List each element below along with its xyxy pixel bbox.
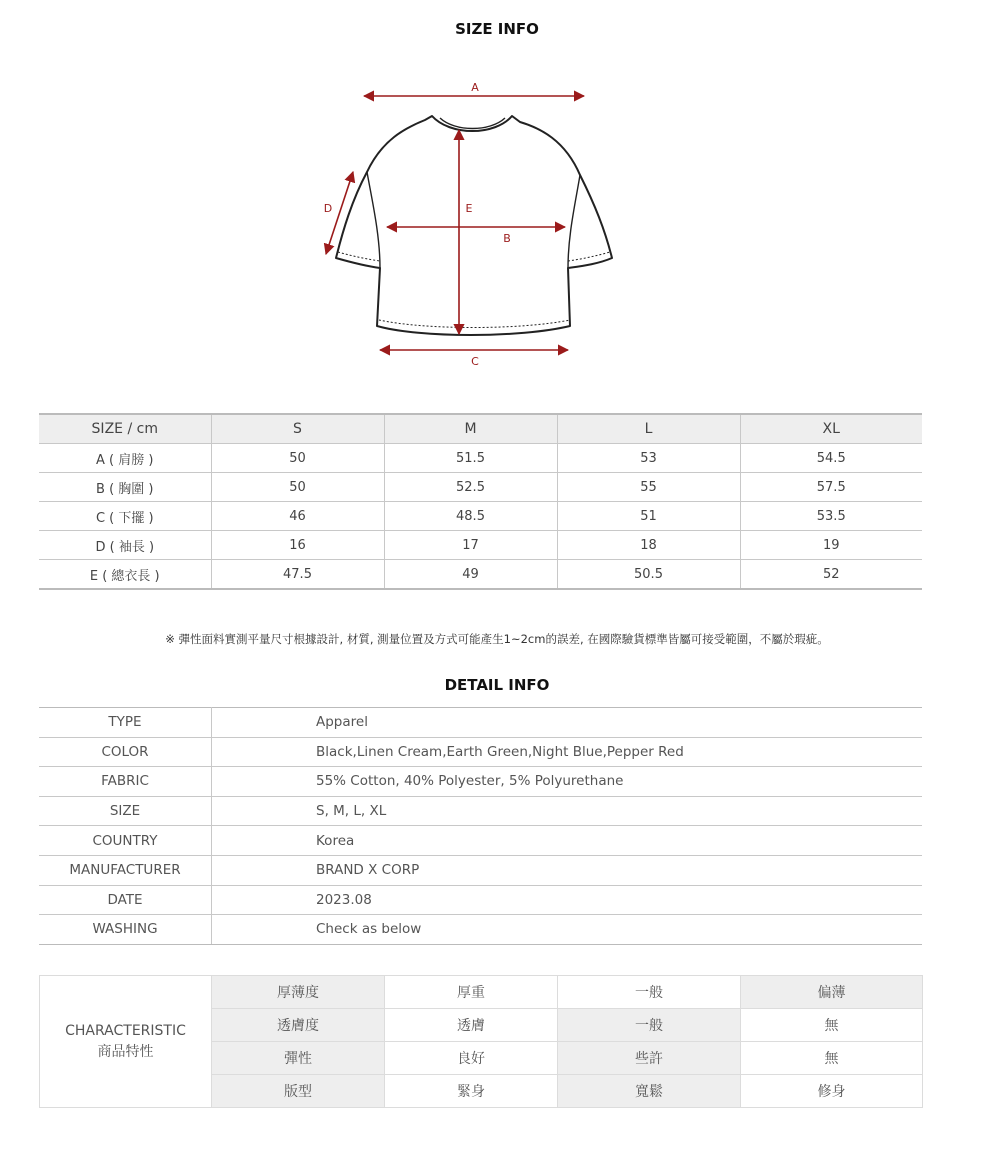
detail-value: 55% Cotton, 40% Polyester, 5% Polyurethane (212, 767, 923, 797)
table-cell: 48.5 (384, 502, 557, 531)
table-cell: 57.5 (740, 473, 922, 502)
detail-value: Black,Linen Cream,Earth Green,Night Blue,Pepper Red (212, 737, 923, 767)
table-cell: 51.5 (384, 444, 557, 473)
detail-label: SIZE (39, 796, 212, 826)
detail-row (39, 767, 922, 797)
detail-row (39, 855, 922, 885)
table-cell: 49 (384, 560, 557, 590)
table-cell: A ( 肩膀 ) (39, 444, 211, 473)
characteristic-cell: 一般 (558, 976, 741, 1009)
characteristic-cell: 無 (741, 1009, 923, 1042)
detail-info-heading: DETAIL INFO (444, 676, 550, 694)
characteristic-cell: 版型 (212, 1075, 385, 1108)
table-cell: 17 (384, 531, 557, 560)
size-header-cell: S (211, 414, 384, 444)
characteristic-cell: 彈性 (212, 1042, 385, 1075)
characteristic-cell: 透膚度 (212, 1009, 385, 1042)
label-b: B (503, 232, 511, 245)
table-cell: D ( 袖長 ) (39, 531, 211, 560)
detail-row (39, 737, 922, 767)
table-cell: 54.5 (740, 444, 922, 473)
table-row (39, 560, 922, 590)
characteristic-cell: 厚重 (385, 976, 558, 1009)
detail-row (39, 826, 922, 856)
detail-value: Korea (212, 826, 923, 856)
table-cell: 53 (557, 444, 740, 473)
detail-label: MANUFACTURER (39, 855, 212, 885)
characteristic-cell: 偏薄 (741, 976, 923, 1009)
detail-label: DATE (39, 885, 212, 915)
table-row (39, 502, 922, 531)
table-cell: 19 (740, 531, 922, 560)
characteristic-cell: 透膚 (385, 1009, 558, 1042)
label-c: C (471, 355, 479, 368)
size-header-cell: SIZE / cm (39, 414, 211, 444)
detail-value: S, M, L, XL (212, 796, 923, 826)
table-cell: E ( 總衣長 ) (39, 560, 211, 590)
characteristic-cell: 寬鬆 (558, 1075, 741, 1108)
table-cell: 47.5 (211, 560, 384, 590)
detail-value: 2023.08 (212, 885, 923, 915)
detail-label: FABRIC (39, 767, 212, 797)
table-cell: 50.5 (557, 560, 740, 590)
characteristic-cell: 些許 (558, 1042, 741, 1075)
detail-value: Check as below (212, 915, 923, 945)
table-row (39, 531, 922, 560)
size-table (39, 413, 922, 590)
characteristic-cell: 無 (741, 1042, 923, 1075)
tshirt-outline-icon (336, 116, 612, 335)
detail-label: TYPE (39, 708, 212, 738)
characteristic-cell: 良好 (385, 1042, 558, 1075)
table-cell: 55 (557, 473, 740, 502)
detail-row (39, 915, 922, 945)
detail-row (39, 885, 922, 915)
measurement-note: ※ 彈性面料實測平量尺寸根據設計, 材質, 測量位置及方式可能產生1~2cm的誤差, 在國際驗貨標準皆屬可接受範圍，不屬於瑕疵。 (165, 632, 829, 646)
characteristic-row (40, 976, 923, 1009)
detail-value: BRAND X CORP (212, 855, 923, 885)
characteristic-table (39, 975, 923, 1108)
size-info-heading: SIZE INFO (455, 20, 539, 38)
table-row (39, 473, 922, 502)
detail-label: COUNTRY (39, 826, 212, 856)
table-cell: 52 (740, 560, 922, 590)
size-header-cell: XL (740, 414, 922, 444)
table-cell: 46 (211, 502, 384, 531)
detail-value: Apparel (212, 708, 923, 738)
size-table-header (39, 414, 922, 444)
table-cell: C ( 下擺 ) (39, 502, 211, 531)
characteristic-cell: 一般 (558, 1009, 741, 1042)
detail-row (39, 796, 922, 826)
characteristic-cell: 厚薄度 (212, 976, 385, 1009)
characteristic-cell: 修身 (741, 1075, 923, 1108)
size-header-cell: M (384, 414, 557, 444)
table-cell: 16 (211, 531, 384, 560)
label-e: E (465, 202, 473, 215)
table-cell: 51 (557, 502, 740, 531)
table-cell: 50 (211, 444, 384, 473)
size-header-cell: L (557, 414, 740, 444)
characteristic-cell: 緊身 (385, 1075, 558, 1108)
characteristic-label-en: CHARACTERISTIC (65, 1022, 186, 1039)
table-cell: 50 (211, 473, 384, 502)
table-cell: 53.5 (740, 502, 922, 531)
table-row (39, 444, 922, 473)
characteristic-label-zh: 商品特性 (97, 1043, 154, 1060)
detail-label: WASHING (39, 915, 212, 945)
table-cell: 18 (557, 531, 740, 560)
detail-row (39, 708, 922, 738)
detail-table (39, 707, 922, 945)
label-d: D (323, 202, 333, 215)
characteristic-label (40, 976, 212, 1108)
table-cell: 52.5 (384, 473, 557, 502)
tshirt-size-diagram (300, 70, 640, 380)
table-cell: B ( 胸圍 ) (39, 473, 211, 502)
label-a: A (471, 81, 479, 94)
detail-label: COLOR (39, 737, 212, 767)
